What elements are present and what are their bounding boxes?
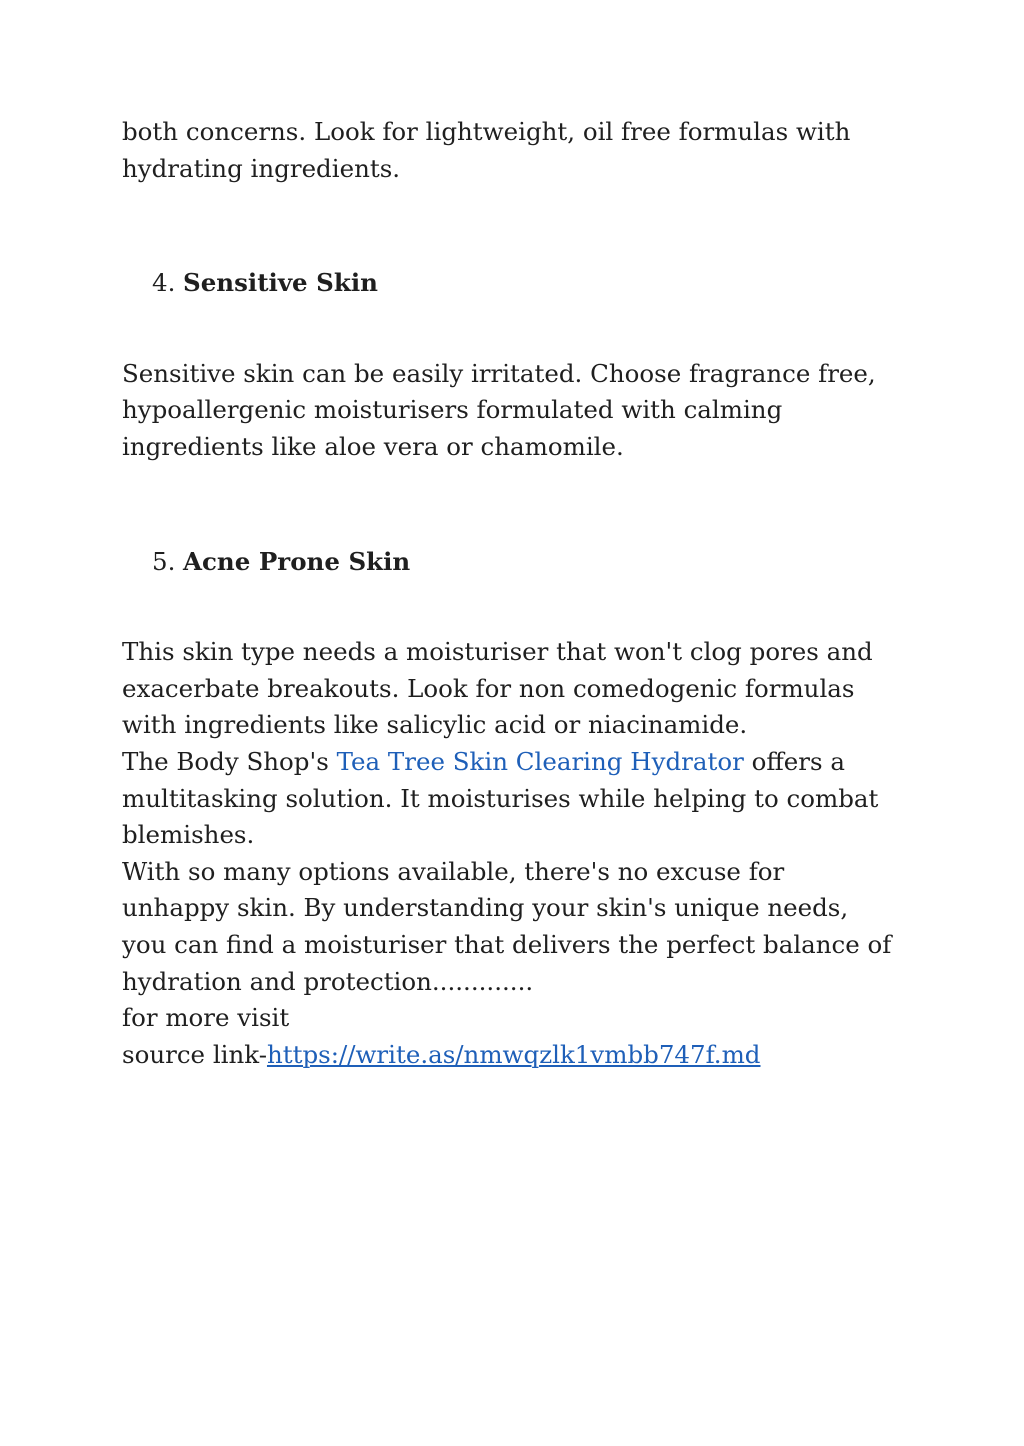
intro-paragraph: both concerns. Look for lightweight, oil free formulas with hydrating ingredients. (122, 117, 851, 183)
section-heading-sensitive-skin (152, 265, 892, 302)
section-heading-acne-prone-skin (152, 544, 892, 581)
spacer (122, 187, 892, 265)
acne-prone-skin-paragraph: This skin type needs a moisturiser that won't clog pores and exacerbate breakouts. Look for non comedogenic formulas with ingredients like salicylic acid or niacinamide. (122, 637, 873, 740)
spacer (122, 580, 892, 634)
spacer (122, 466, 892, 544)
visit-text: for more visit (122, 1003, 290, 1033)
spacer (122, 302, 892, 356)
product-prefix: The Body Shop's (122, 746, 337, 776)
sensitive-skin-paragraph: Sensitive skin can be easily irritated. Choose fragrance free, hypoallergenic moisturisers formulated with calming ingredients like aloe vera or chamomile. (122, 358, 876, 461)
section-title: Acne Prone Skin (183, 546, 411, 576)
product-paragraph (122, 744, 892, 854)
section-title: Sensitive Skin (183, 268, 378, 298)
closing-paragraph: With so many options available, there's no excuse for unhappy skin. By understanding your skin's unique needs, you can find a moisturiser that delivers the perfect balance of hydration and protection............. (122, 856, 892, 996)
source-link[interactable]: https://write.as/nmwqzlk1vmbb747f.md (266, 1039, 761, 1069)
section-number: 4. (152, 268, 176, 298)
source-line (122, 1037, 892, 1074)
product-suffix: offers a multitasking solution. It moisturises while helping to combat blemishes. (122, 746, 879, 850)
product-link[interactable]: Tea Tree Skin Clearing Hydrator (336, 746, 744, 776)
document-page (122, 114, 892, 1073)
source-prefix: source link- (122, 1039, 267, 1069)
section-number: 5. (152, 546, 176, 576)
